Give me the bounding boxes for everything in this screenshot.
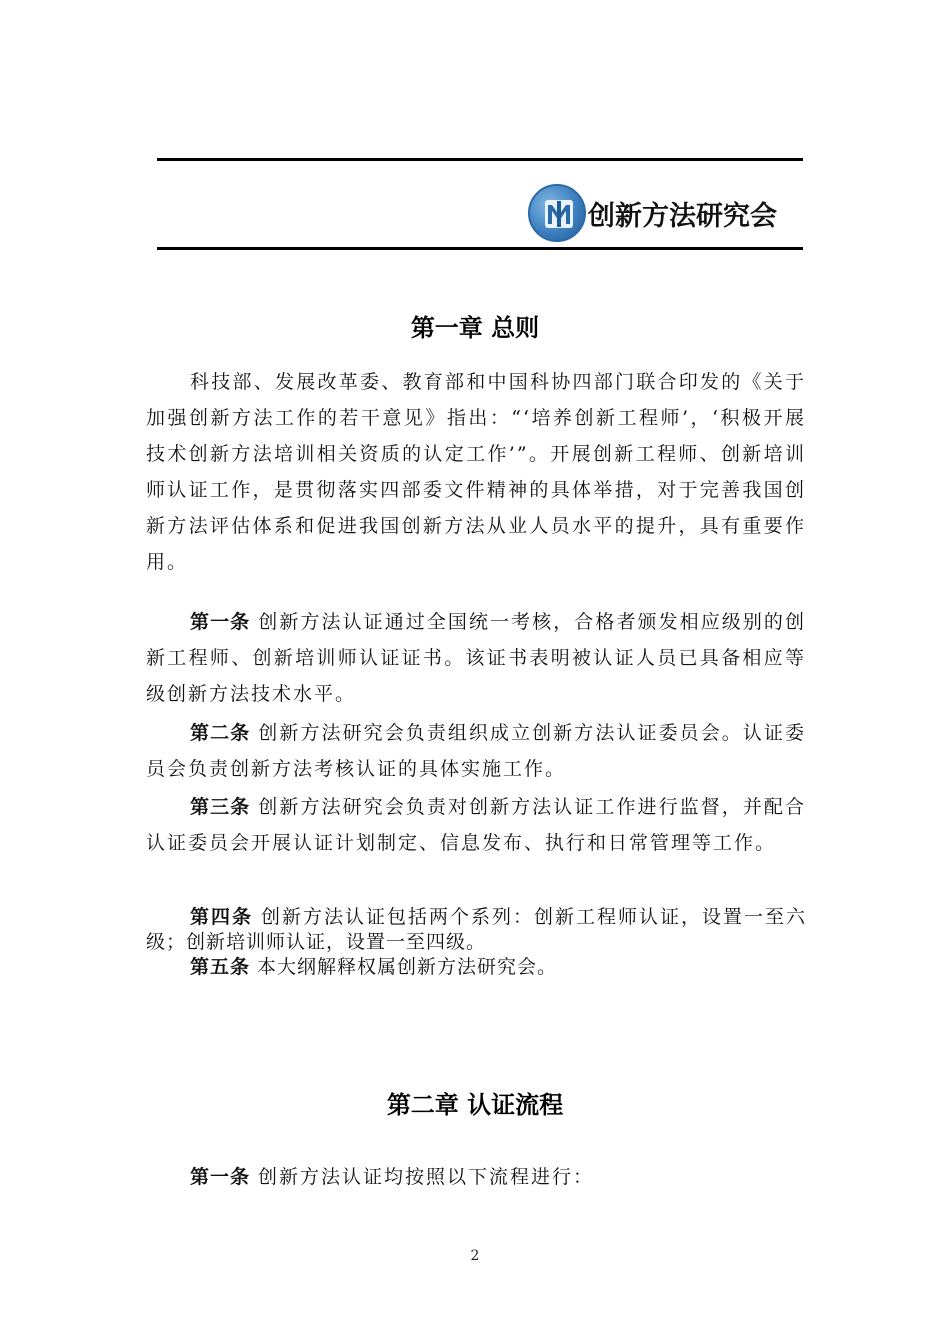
article-label: 第三条 [190, 796, 251, 818]
chapter-1-title: 第一章 总则 [410, 314, 540, 342]
article-text: 创新方法研究会负责组织成立创新方法认证委员会。认证委员会负责创新方法考核认证的具体实施工作。 [146, 722, 806, 780]
org-logo [528, 184, 586, 242]
chapter-1-article-2 [146, 715, 806, 787]
article-text: 创新方法认证通过全国统一考核，合格者颁发相应级别的创新工程师、创新培训师认证证书。该证书表明被认证人员已具备相应等级创新方法技术水平。 [146, 611, 806, 705]
article-label: 第一条 [190, 1166, 251, 1188]
article-label: 第四条 [190, 906, 253, 928]
header-rule-bottom [157, 247, 803, 250]
org-name: 创新方法研究会 [588, 200, 777, 232]
article-text: 创新方法认证包括两个系列：创新工程师认证，设置一至六级；创新培训师认证，设置一至四级。 [146, 906, 806, 953]
chapter-1-intro: 科技部、发展改革委、教育部和中国科协四部门联合印发的《关于加强创新方法工作的若干意见》指出：“‘培养创新工程师’，‘积极开展技术创新方法培训相关资质的认定工作’”。开展创新工程师、创新培训师认证工作，是贯彻落实四部委文件精神的具体举措，对于完善我国创新方法评估体系和促进我国创新方法从业人员水平的提升，具有重要作用。 [146, 371, 806, 573]
article-text: 本大纲解释权属创新方法研究会。 [250, 956, 558, 978]
chapter-2-title: 第二章 认证流程 [386, 1091, 564, 1119]
article-label: 第五条 [190, 956, 251, 978]
chapter-1-article-4 [146, 905, 806, 955]
chapter-2-article-1 [146, 1159, 806, 1195]
article-text: 创新方法研究会负责对创新方法认证工作进行监督，并配合认证委员会开展认证计划制定、信息发布、执行和日常管理等工作。 [146, 796, 806, 854]
header-brand [528, 183, 777, 243]
chapter-1-article-5 [146, 955, 806, 980]
article-label: 第二条 [190, 722, 251, 744]
article-text: 创新方法认证均按照以下流程进行： [250, 1166, 595, 1188]
header-rule-top [157, 158, 803, 161]
chapter-1-article-3 [146, 789, 806, 861]
chapter-1-article-1 [146, 604, 806, 712]
page-number: 2 [470, 1248, 480, 1264]
logo-mark-icon [542, 197, 576, 231]
article-label: 第一条 [190, 611, 251, 633]
